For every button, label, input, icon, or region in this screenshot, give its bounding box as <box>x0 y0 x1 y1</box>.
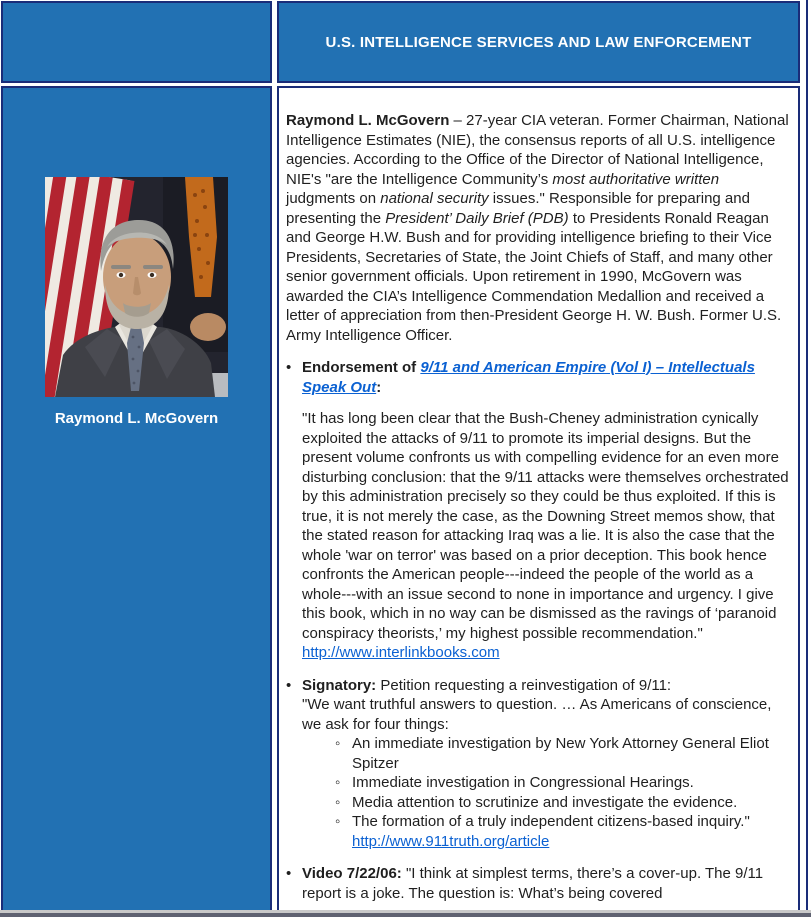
bio-bullets <box>286 358 792 903</box>
text-segment: – 27-year CIA veteran. Former Chairman, National Intelligence Estimates (NIE), the consensus reports of all U.S. intelligence agencies. According to the Office of the Director of National Intelligence, NIE's "are the Intelligence Community’s <box>286 112 789 188</box>
header-title: U.S. INTELLIGENCE SERVICES AND LAW ENFORCEMENT <box>325 33 752 51</box>
text-segment: Video 7/22/06: <box>302 865 402 882</box>
bottom-edge-dark <box>0 913 811 917</box>
text-segment: judgments on <box>286 190 381 207</box>
text-segment: "I think at simplest terms, there’s a cover-up. The 9/11 report is a joke. The question is: What’s being covered <box>302 865 764 902</box>
book-title-link[interactable]: 9/11 and American Empire (Vol I) – Intellectuals Speak Out <box>302 359 755 396</box>
petition-demand-item <box>335 793 792 813</box>
video-body <box>302 864 792 903</box>
profile-cell <box>1 86 272 917</box>
text-segment: : <box>376 378 382 396</box>
bullet-icon <box>286 676 302 852</box>
text-segment: Media attention to scrutinize and investigate the evidence. <box>352 793 738 811</box>
petition-demand-item <box>335 773 792 793</box>
text-segment: Endorsement of <box>302 359 421 376</box>
bullet-icon <box>286 864 302 903</box>
text-segment: issues." Responsible for preparing and presenting the <box>286 190 750 227</box>
text-segment: most authoritative written <box>552 170 720 188</box>
portrait-image <box>45 177 228 397</box>
text-segment: An immediate investigation by New York Attorney General Eliot Spitzer <box>352 735 769 772</box>
text-segment: "It has long been clear that the Bush-Cheney administration cynically exploited the attacks of 9/11 to promote its imperial designs. But the present volume confronts us with compelling evidence for an even more disturbing conclusion: that the 9/11 attacks were themselves orchestrated by this administration precisely so they could be thus exploited. If this is true, it is not merely the case, as the Downing Street memos show, that the stated reason for attacking Iraq was a lie. It is also the case that the whole 'war on terror' was based on a prior deception. This book hence confronts the American people---indeed the people of the world as a whole---with an issue second to none in importance and urgency. I give this book, which in no way can be dismissed as the ravings of ‘paranoid conspiracy theorists,’ my highest possible recommendation." <box>302 410 789 642</box>
text-segment: Raymond L. McGovern <box>286 112 450 129</box>
petition-demand-text <box>352 773 694 793</box>
endorsement-bullet <box>286 358 792 663</box>
petition-demand-text <box>352 793 737 813</box>
text-segment: President’ Daily Brief (PDB) <box>385 209 569 227</box>
text-segment: to Presidents Ronald Reagan and George H.W. Bush and for providing intelligence briefing to their Vice Presidents, Secretaries of State, the Joint Chiefs of Staff, and many other senior government officials. Upon retirement in 1990, McGovern was awarded the CIA’s Intelligence Commendation Medallion and received a letter of appreciation from then-President George H. W. Bush. Former U.S. Army Intelligence Officer. <box>286 209 782 344</box>
petition-demands-list <box>335 734 792 851</box>
header-left-cell <box>1 1 272 83</box>
text-segment: "We want truthful answers to question. … As Americans of conscience, we ask for four things: <box>302 696 772 733</box>
911truth-link[interactable]: http://www.911truth.org/article <box>352 832 550 850</box>
table-outer-border <box>806 0 808 917</box>
sub-bullet-icon <box>335 734 352 773</box>
text-segment: Signatory: <box>302 676 377 694</box>
text-segment: The formation of a truly independent citizens-based inquiry." <box>352 813 750 830</box>
sub-bullet-icon <box>335 812 352 851</box>
bullet-icon <box>286 358 302 663</box>
signatory-bullet <box>286 676 792 852</box>
endorsement-quote <box>302 409 792 663</box>
interlinkbooks-link[interactable]: http://www.interlinkbooks.com <box>302 644 500 661</box>
header-banner <box>277 1 800 83</box>
endorsement-body <box>302 358 792 663</box>
profile-caption: Raymond L. McGovern <box>54 410 219 427</box>
petition-demand-text <box>352 812 792 851</box>
video-label <box>302 864 792 903</box>
bio-intro <box>286 111 792 345</box>
bio-cell <box>277 86 800 917</box>
text-segment: national security <box>380 190 489 207</box>
text-segment: Immediate investigation in Congressional Hearings. <box>352 774 694 791</box>
profile-photo <box>45 177 228 397</box>
text-segment: Petition requesting a reinvestigation of 9/11: <box>376 676 672 694</box>
sub-bullet-icon <box>335 793 352 813</box>
video-bullet <box>286 864 792 903</box>
endorsement-label <box>302 358 792 397</box>
signatory-body <box>302 676 792 852</box>
signatory-label <box>302 676 792 735</box>
petition-demand-item <box>335 812 792 851</box>
petition-demand-item <box>335 734 792 773</box>
petition-demand-text <box>352 734 792 773</box>
sub-bullet-icon <box>335 773 352 793</box>
